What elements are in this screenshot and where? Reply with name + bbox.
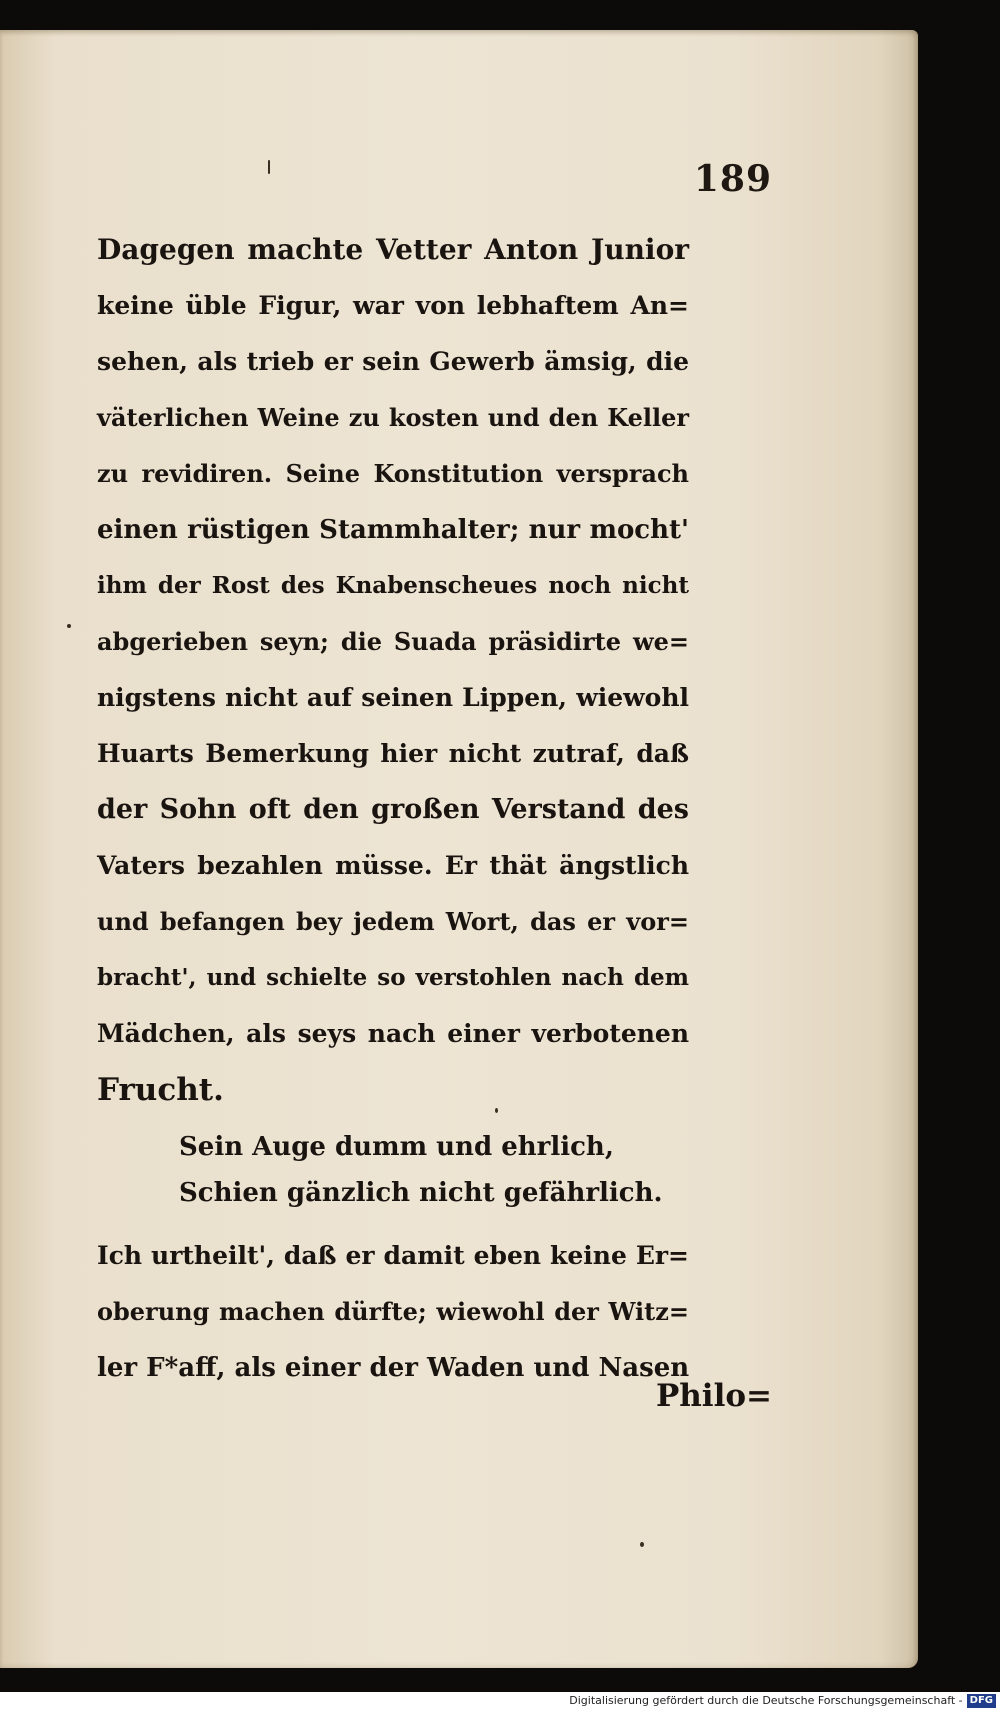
text-line: ler F*aff, als einer der Waden und Nasen xyxy=(97,1353,690,1383)
verse-quote xyxy=(97,1124,689,1216)
text-line: zu revidiren. Seine Konstitution versprach xyxy=(97,459,689,488)
text-line: Huarts Bemerkung hier nicht zutraf, daß xyxy=(97,739,689,768)
text-line: einen rüstigen Stammhalter; nur mocht' xyxy=(97,515,689,545)
catchword: Philo= xyxy=(655,1378,772,1414)
text-line: der Sohn oft den großen Verstand des xyxy=(97,794,689,825)
verse-line: Sein Auge dumm und ehrlich, xyxy=(179,1132,614,1162)
paragraph xyxy=(97,1228,689,1396)
text-line: Ich urtheilt', daß er damit eben keine Er= xyxy=(97,1241,689,1270)
text-line: sehen, als trieb er sein Gewerb ämsig, die xyxy=(97,347,689,376)
page-number: 189 xyxy=(693,158,772,200)
paper-blemish xyxy=(268,160,270,174)
text-line: Vaters bezahlen müsse. Er thät ängstlich xyxy=(97,851,689,880)
text-line: Dagegen machte Vetter Anton Junior xyxy=(97,233,689,266)
text-line: ihm der Rost des Knabenscheues noch nicht xyxy=(97,572,689,599)
text-line: und befangen bey jedem Wort, das er vor= xyxy=(97,907,689,936)
page-body xyxy=(97,222,689,1396)
digitization-footer xyxy=(569,1692,1000,1710)
text-line: Frucht. xyxy=(97,1072,224,1108)
text-line: abgerieben seyn; die Suada präsidirte we= xyxy=(97,627,689,656)
verse-line: Schien gänzlich nicht gefährlich. xyxy=(179,1178,663,1208)
text-line: keine üble Figur, war von lebhaftem An= xyxy=(97,291,689,320)
paper-blemish xyxy=(67,624,71,628)
text-line: oberung machen dürfte; wiewohl der Witz= xyxy=(97,1297,689,1326)
text-line: Mädchen, als seys nach einer verbotenen xyxy=(97,1019,689,1048)
text-line: nigstens nicht auf seinen Lippen, wiewohl xyxy=(97,683,689,712)
paragraph xyxy=(97,222,689,1118)
footer-credit: Digitalisierung gefördert durch die Deutsche Forschungsgemeinschaft - xyxy=(569,1694,963,1707)
text-line: bracht', und schielte so verstohlen nach dem xyxy=(97,964,689,991)
paper-blemish xyxy=(640,1542,644,1547)
text-line: väterlichen Weine zu kosten und den Keller xyxy=(97,403,689,432)
dfg-logo-icon: DFG xyxy=(967,1694,996,1708)
